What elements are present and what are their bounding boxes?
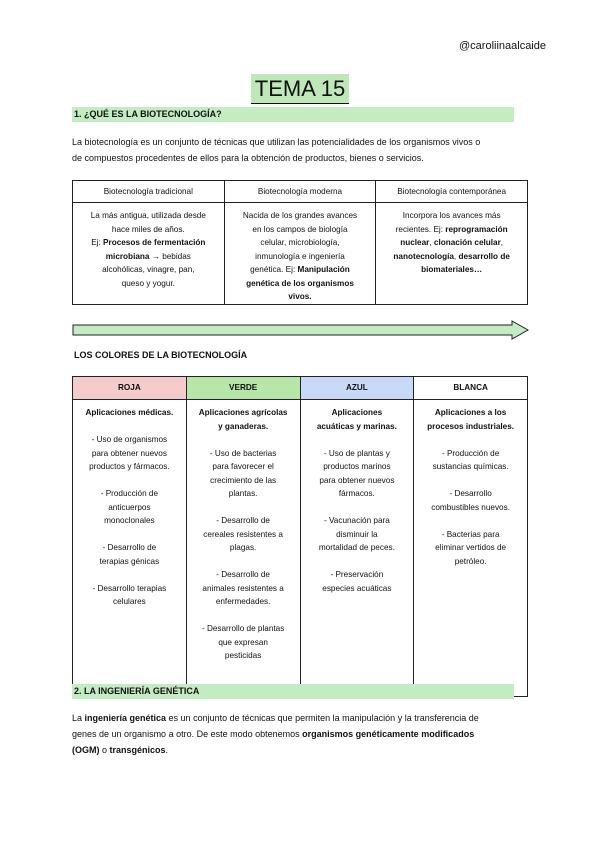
cell-azul: Aplicaciones acuáticas y marinas. - Uso de plantas y productos marinos para obtener nuevos fármacos. - Vacunación para disminuir la mortalidad de peces. - Preservación especies acuáticas bbox=[300, 400, 414, 697]
timeline-arrow-icon bbox=[72, 320, 530, 340]
section2-heading: 2. LA INGENIERÍA GENÉTICA bbox=[72, 684, 514, 699]
header-blanca: BLANCA bbox=[414, 377, 528, 400]
section2-paragraph: La ingeniería genética es un conjunto de técnicas que permiten la manipulación y la transferencia de genes de un organismo a otro. De este modo obtenemos organismos genéticamente modificados (OGM) o transgénicos. bbox=[72, 713, 479, 755]
biotech-colors-table bbox=[72, 376, 528, 697]
section1-paragraph: La biotecnología es un conjunto de técnicas que utilizan las potencialidades de los organismos vivos o de compuestos procedentes de ellos para la obtención de productos, bienes o servicios. bbox=[72, 137, 481, 163]
cell-traditional: La más antigua, utilizada desde hace miles de años. Ej: Procesos de fermentación microbiana → bebidas alcohólicas, vinagre, pan, queso y yogur. bbox=[73, 203, 225, 305]
header-traditional: Biotecnología tradicional bbox=[73, 181, 225, 203]
biotech-types-table bbox=[72, 180, 528, 305]
cell-roja: Aplicaciones médicas. - Uso de organismos para obtener nuevos productos y fármacos. - Producción de anticuerpos monoclonales - Desarrollo de terapias génicas - Desarrollo terapias celulares bbox=[73, 400, 187, 697]
header-roja: ROJA bbox=[73, 377, 187, 400]
header-contemporary: Biotecnología contemporánea bbox=[376, 181, 528, 203]
section1-heading: 1. ¿QUÉ ES LA BIOTECNOLOGÍA? bbox=[72, 107, 514, 122]
cell-contemporary: Incorpora los avances más recientes. Ej: reprogramación nuclear, clonación celular, nanotecnología, desarrollo de biomateriales… bbox=[376, 203, 528, 305]
colors-title: LOS COLORES DE LA BIOTECNOLOGÍA bbox=[74, 350, 248, 360]
header-modern: Biotecnología moderna bbox=[224, 181, 376, 203]
header-azul: AZUL bbox=[300, 377, 414, 400]
cell-verde: Aplicaciones agrícolas y ganaderas. - Uso de bacterias para favorecer el crecimiento de las plantas. - Desarrollo de cereales resistentes a plagas. - Desarrollo de animales resistentes a enfermedades. - Desarrollo de plantas que expresan pesticidas bbox=[186, 400, 300, 697]
page-title: TEMA 15 bbox=[0, 74, 600, 104]
author-handle: @caroliinaalcaide bbox=[459, 40, 546, 52]
cell-blanca: Aplicaciones a los procesos industriales. - Producción de sustancias químicas. - Desarrollo combustibles nuevos. - Bacterias para eliminar vertidos de petróleo. bbox=[414, 400, 528, 697]
cell-modern: Nacida de los grandes avances en los campos de biología celular, microbiología, inmunología e ingeniería genética. Ej: Manipulación genética de los organismos vivos. bbox=[224, 203, 376, 305]
header-verde: VERDE bbox=[186, 377, 300, 400]
